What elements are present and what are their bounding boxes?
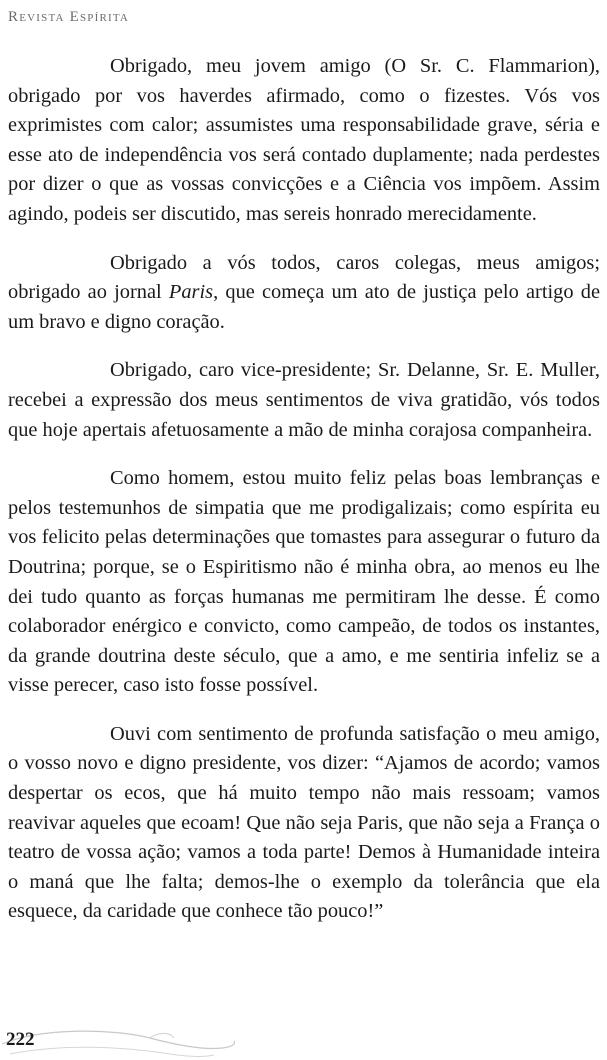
body-text (8, 52, 600, 927)
running-header: Revista Espírita (8, 9, 130, 25)
text-run: Ouvi com sentimento de profunda satisfação o meu amigo, o vosso novo e digno presidente, vos dizer: “Ajamos de acordo; vamos despertar os ecos, que há muito tempo não mais ressoam; vamos reavivar aqueles que ecoam! Que não seja Paris, que não seja a França o teatro de vossa ação; vamos a toda parte! Demos à Humanidade inteira o maná que lhe falta; demos-lhe o exemplo da tolerância que ela esquece, da caridade que conhece tão pouco!” (8, 722, 600, 923)
text-run: , que começa um ato de justiça pelo artigo de um bravo e digno coração. (8, 281, 600, 333)
italic-text: Paris (168, 281, 214, 304)
text-run: Obrigado, caro vice-presidente; Sr. Delanne, Sr. E. Muller, recebei a expressão dos meus sentimentos de viva gratidão, vós todos que hoje apertais afetuosamente a mão de minha corajosa companheira. (8, 359, 600, 441)
text-run: Como homem, estou muito feliz pelas boas lembranças e pelos testemunhos de simpatia que me prodigalizais; como espírita eu vos felicito pelas determinações que tomastes para assegurar o futuro da Doutrina; porque, se o Espiritismo não é minha obra, ao menos eu lhe dei tudo quanto as forças humanas me permitiram lhe desse. É como colaborador enérgico e convicto, como campeão, de todos os instantes, da grande doutrina deste século, que a amo, e me sentiria infeliz se a visse perecer, caso isto fosse possível. (8, 467, 600, 697)
page-number: 222 (6, 1029, 35, 1050)
paragraph (8, 464, 600, 701)
flourish-ornament-icon (0, 1024, 240, 1060)
paragraph (8, 52, 600, 230)
text-run: Obrigado, meu jovem amigo (O Sr. C. Flammarion), obrigado por vos haverdes afirmado, como o fizestes. Vós vos exprimistes com calor; assumistes uma responsabilidade grave, séria e esse ato de independência vos será contado duplamente; nada perdestes por dizer o que as vossas convicções e a Ciência vos impõem. Assim agindo, podeis ser discutido, mas sereis honrado merecidamente. (8, 55, 600, 225)
paragraph (8, 249, 600, 338)
text-run: Obrigado a vós todos, caros colegas, meus amigos; obrigado ao jornal (8, 251, 600, 304)
paragraph (8, 720, 600, 927)
paragraph (8, 356, 600, 445)
